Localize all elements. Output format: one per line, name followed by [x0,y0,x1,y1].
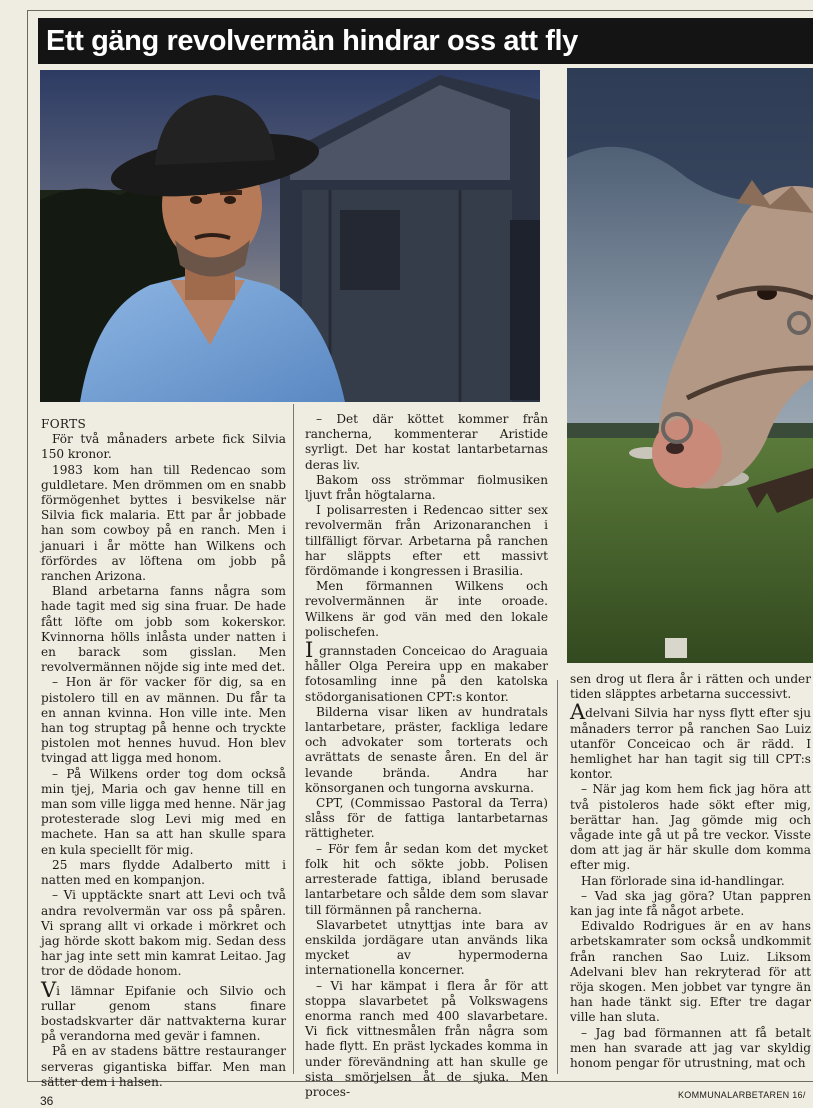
paragraph: – Vad ska jag göra? Utan pappren kan jag inte få något arbete. [570,888,811,919]
drop-initial: V [41,977,57,1002]
paragraph: 1983 kom han till Redencao som guldletare. Men drömmen om en snabb förmögenhet byttes i besvikelse när Silvia fick malaria. Ett par år jobbade han som cowboy på en ranch. Men i januari i år mötte han Wilkens och förfördes av löftena om jobb på ranchen Arizona. [41,462,286,584]
drop-initial: A [570,700,586,725]
paragraph: Slavarbetet utnyttjas inte bara av enskilda jordägare utan används lika mycket av hypermoderna internationella koncerner. [305,917,548,978]
paragraph: – På Wilkens order tog dom också min tjej, Maria och gav henne till en man som ville ligga med henne. När jag protesterade slog Levi mig med en machete. Han sa att han skulle spara en kula speciellt för mig. [41,766,286,857]
folio: KOMMUNALARBETAREN 16/ [678,1090,806,1100]
paragraph: Bilderna visar liken av hundratals lantarbetare, präster, fackliga ledare och advokater som torterats och avrättats de senaste åren. En del är levande brända. Andra har könsorganen och tungorna avskurna. [305,704,548,795]
paragraph: – Det där köttet kommer från rancherna, kommenterar Aristide syrligt. Det har kostat lantarbetarnas deras liv. [305,412,548,472]
paragraph: – Vi har kämpat i flera år för att stoppa slavarbetet på Volkswagens enorma ranch med 400 slavarbetare. Vi fick vittnesmålen från några som hade flytt. En präst lyckades komma in under förevändning att han skulle ge sista smörjelsen åt de sjuka. Men proces- [305,978,548,1099]
paragraph: Bakom oss strömmar fiolmusiken ljuvt från högtalarna. [305,472,548,503]
paragraph: – Vi upptäckte snart att Levi och två andra revolvermän var oss på spåren. Vi sprang allt vi orkade i mörkret och jag hörde skott bakom mig. Sedan dess har jag inte sett min kamrat Leitao. Jag tror de dödade honom. [41,888,286,979]
paragraph: I polisarresten i Redencao sitter sex revolvermän från Arizonaranchen i tillfälligt förvar. Arbetarna på ranchen har släppts efter ett massivt fördömande i kongressen i Brasilia. [305,503,548,579]
article-column-1 [41,417,286,1090]
paragraph-text: grannstaden Conceicao do Araguaia håller Olga Pereira upp en makaber fotosamling inne på den katolska stödorganisationen CPT:s kontor. [305,644,548,704]
paragraph: – Hon är för vacker för dig, sa en pistolero till en av männen. Du får ta en annan kvinna. Hon ville inte. Men han tog struptag på henne och tryckte pistolen mot hennes huvud. Hon blev tvingad att ligga med honom. [41,675,286,766]
kicker: FORTS [41,417,87,431]
column-rule [293,404,294,1074]
drop-paragraph [570,700,811,782]
paragraph: sen drog ut flera år i rätten och under tiden släpptes arbetarna successivt. [570,672,811,702]
paragraph: På en av stadens bättre restauranger serveras gigantiska biffar. Men man sätter dem i halsen. [41,1044,286,1089]
paragraph-text: delvani Silvia har nyss flytt efter sju månaders terror på ranchen Sao Luiz utanför Conceicao och är rädd. I hemlighet har han tagit sig till CPT:s kontor. [570,706,811,782]
paragraph: Han förlorade sina id-handlingar. [581,873,785,888]
column-rule [557,680,558,1074]
paragraph: Edivaldo Rodrigues är en av hans arbetskamrater som också undkommit från ranchen Sao Luiz. Liksom Adelvani blev han rekryterad för att röja skogen. Men jobbet var tyngre än han hade tänkt sig. Efter tre dagar ville han sluta. [570,919,811,1025]
headline: Ett gäng revolvermän hindrar oss att fly [38,18,813,64]
drop-paragraph [305,638,548,705]
paragraph: – När jag kom hem fick jag höra att två pistoleros hade sökt efter mig, berättar han. Jag gömde mig och vågade inte gå ut på tre veckor. Visste dom att jag är här skulle dom komma efter mig. [570,782,811,873]
drop-initial: I [305,638,314,663]
paragraph: 25 mars flydde Adalberto mitt i natten med en kompanjon. [41,857,286,888]
paragraph-text: i lämnar Epifanie och Silvio och rullar genom stans finare bostadskvarter där nattvakterna kurar på verandorna med gevär i famnen. [41,983,286,1044]
paragraph: Men förmannen Wilkens och revolvermännen är inte oroade. Wilkens är god vän med den lokale polischefen. [305,579,548,639]
article-column-3 [570,672,811,1071]
drop-paragraph [41,977,286,1045]
paragraph: Bland arbetarna fanns några som hade tagit med sig sina fruar. De hade fått löfte om jobb som kokerskor. Kvinnorna hölls inlåsta under natten i en barack som gisslan. Men revolvermännen nöjde sig inte med det. [41,584,286,675]
man-in-hat-photo [40,70,540,402]
paragraph: – Jag bad förmannen att få betalt men han svarade att jag var skyldig honom pengar för utrustning, mat och [570,1025,811,1071]
page-number: 36 [40,1094,54,1108]
paragraph: För två månaders arbete fick Silvia 150 kronor. [41,432,286,462]
paragraph: CPT, (Commissao Pastoral da Terra) slåss för de fattiga lantarbetarnas rättigheter. [305,796,548,841]
article-column-2 [305,412,548,1100]
horse-head-photo [567,68,813,663]
paragraph: – För fem år sedan kom det mycket folk hit och sökte jobb. Polisen arresterade fattiga, ibland berusade lantarbetare och sålde dem som slavar till förmännen på rancherna. [305,841,548,917]
